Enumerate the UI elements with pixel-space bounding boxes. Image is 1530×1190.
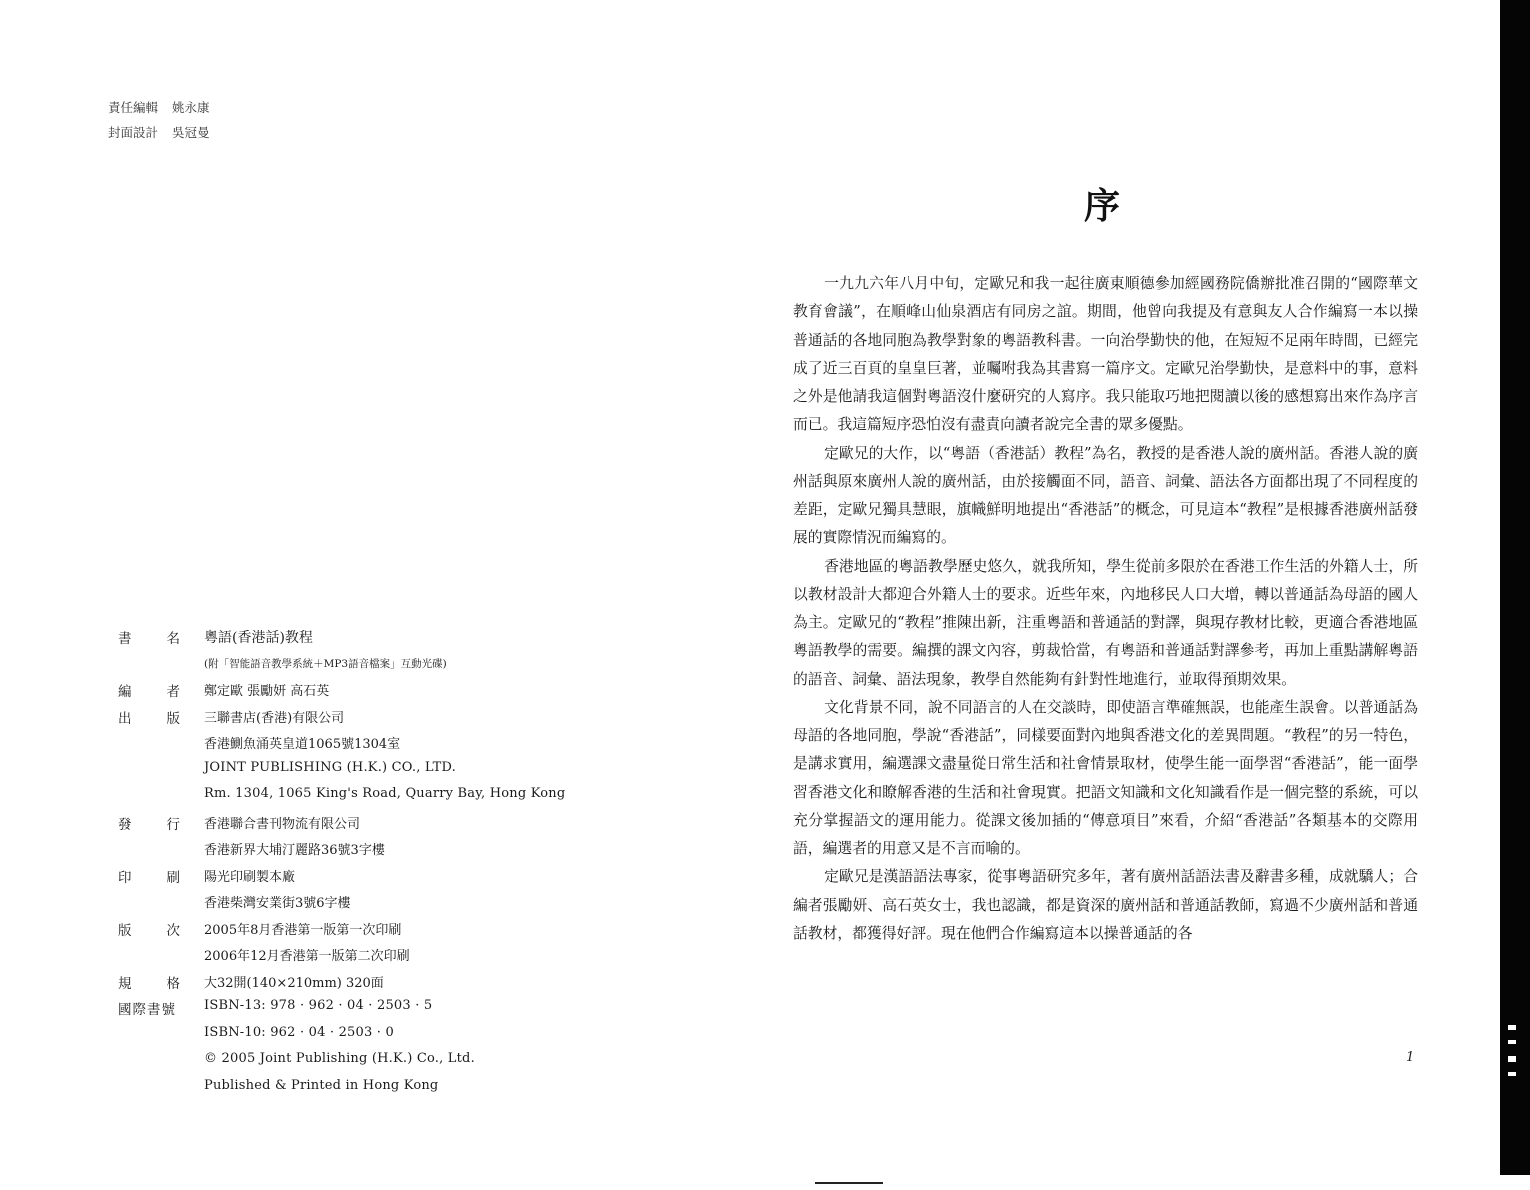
distributor-address: 香港新界大埔汀麗路36號3字樓: [204, 843, 385, 858]
credit-cover-design: [108, 120, 210, 145]
colophon-label-char: 印: [118, 869, 132, 886]
distributor-name: 香港聯合書刊物流有限公司: [204, 816, 361, 832]
colophon-row-publisher-en: [118, 757, 598, 784]
scan-edge-nick: [1508, 1040, 1516, 1044]
printed-in-notice: Published & Printed in Hong Kong: [204, 1077, 439, 1093]
colophon-label-char: 出: [118, 710, 132, 727]
preface-paragraph: 香港地區的粵語教學歷史悠久，就我所知，學生從前多限於在香港工作生活的外籍人士，所以教材設計大都迎合外籍人士的要求。近些年來，內地移民人口大增，轉以普通話為母語的國人為主。定歐兄的“教程”推陳出新，注重粵語和普通話的對譯，與現存教材比較，更適合香港地區粵語教學的需要。編撰的課文內容，剪裁恰當，有粵語和普通話對譯參考，再加上重點講解粵語的語音、詞彙、語法現象，教學自然能夠有針對性地進行，並取得預期效果。: [793, 557, 1418, 688]
printer-address: 香港柴灣安業街3號6字樓: [204, 896, 351, 911]
colophon-label-char: 發: [118, 816, 132, 833]
colophon-row-format: [118, 969, 598, 996]
preface-body: [793, 270, 1418, 948]
colophon-label: [118, 707, 180, 727]
scan-edge-nick: [1508, 1072, 1516, 1076]
credit-name: 吳冠曼: [172, 125, 210, 140]
colophon-label-char: 行: [166, 816, 180, 833]
preface-paragraph: 文化背景不同，說不同語言的人在交談時，即使語言準確無誤，也能產生誤會。以普通話為母語的各地同胞，學說“香港話”，同樣要面對內地與香港文化的差異問題。“教程”的另一特色，是講求實用，編選課文盡量從日常生活和社會情景取材，使學生能一面學習“香港話”，能一面學習香港文化和瞭解香港的生活和社會現實。把語文知識和文化知識看作是一個完整的系統，可以充分掌握語文的運用能力。從課文後加插的“傳意項目”來看，介紹“香港話”各類基本的交際用語，編選者的用意又是不言而喻的。: [793, 698, 1418, 857]
colophon-label-char: 版: [166, 710, 180, 727]
colophon-row-title-note: [118, 651, 598, 678]
colophon-label-char: 編: [118, 684, 132, 700]
book-authors: 鄭定歐 張勵妍 高石英: [204, 684, 330, 699]
book-title: 粵語(香港話)教程: [204, 630, 313, 646]
colophon-row-publisher-address: [118, 730, 598, 757]
credit-role: 封面設計: [108, 125, 159, 140]
colophon: [118, 624, 598, 1101]
edition-second: 2006年12月香港第一版第二次印刷: [204, 949, 410, 964]
credit-role: 責任編輯: [108, 100, 159, 115]
publisher-address-en: Rm. 1304, 1065 King's Road, Quarry Bay, Hong Kong: [204, 786, 566, 801]
colophon-label-char: 刷: [166, 869, 180, 886]
colophon-label: [118, 813, 180, 833]
colophon-row-copyright: [118, 1048, 598, 1075]
publisher-address: 香港鰂魚涌英皇道1065號1304室: [204, 737, 401, 752]
colophon-label: [118, 680, 180, 700]
colophon-label-char: 格: [166, 975, 180, 992]
colophon-row-authors: [118, 677, 598, 704]
edition-first: 2005年8月香港第一版第一次印刷: [204, 922, 402, 938]
colophon-label: [118, 919, 180, 939]
colophon-label: [118, 972, 180, 992]
colophon-label-char: 次: [166, 922, 180, 939]
preface-paragraph: 定歐兄的大作，以“粵語（香港話）教程”為名，教授的是香港人說的廣州話。香港人說的廣州話與原來廣州人說的廣州話，由於接觸面不同，語音、詞彙、語法各方面都出現了不同程度的差距，定歐兄獨具慧眼，旗幟鮮明地提出“香港話”的概念，可見這本“教程”是根據香港廣州話發展的實際情況而編寫的。: [793, 444, 1418, 547]
colophon-label-char: 書: [118, 631, 132, 647]
credit-name: 姚永康: [172, 100, 210, 115]
colophon-row-publisher-address-en: [118, 783, 598, 810]
colophon-row-edition: [118, 916, 598, 943]
bottom-scan-mark: [815, 1182, 883, 1184]
colophon-label: [118, 627, 180, 647]
book-title-note: (附「智能語音教學系統＋MP3語音檔案」互動光碟): [204, 657, 447, 670]
credit-editor: [108, 95, 210, 120]
copyright-notice: © 2005 Joint Publishing (H.K.) Co., Ltd.: [204, 1051, 475, 1066]
colophon-row-printer: [118, 863, 598, 890]
scan-edge-bar: [1500, 0, 1530, 1175]
colophon-row-edition-second: [118, 942, 598, 969]
colophon-row-publisher: [118, 704, 598, 731]
preface-paragraph: 定歐兄是漢語語法專家，從事粵語研究多年，著有廣州話語法書及辭書多種，成就驕人；合編者張勵妍、高石英女士，我也認識，都是資深的廣州話和普通話教師，寫過不少廣州話和普通話教材，都獲得好評。現在他們合作編寫這本以操普通話的各: [793, 868, 1418, 942]
publisher-name-en: JOINT PUBLISHING (H.K.) CO., LTD.: [204, 759, 457, 775]
colophon-row-title: [118, 624, 598, 651]
colophon-label-char: 版: [118, 922, 132, 939]
preface-paragraph: 一九九六年八月中旬，定歐兄和我一起往廣東順德參加經國務院僑辦批准召開的“國際華文教育會議”，在順峰山仙泉酒店有同房之誼。期間，他曾向我提及有意與友人合作編寫一本以操普通話的各地同胞為教學對象的粵語教科書。一向治學勤快的他，在短短不足兩年時間，已經完成了近三百頁的皇皇巨著，並囑咐我為其書寫一篇序文。定歐兄治學勤快，是意料中的事，意料之外是他請我這個對粵語沒什麼研究的人寫序。我只能取巧地把閱讀以後的感想寫出來作為序言而已。我這篇短序恐怕沒有盡責向讀者說完全書的眾多優點。: [793, 275, 1418, 434]
editorial-credits: [108, 95, 210, 145]
colophon-label: 國際書號: [118, 1002, 176, 1018]
colophon-label-char: 名: [166, 631, 180, 647]
colophon-label: [118, 866, 180, 886]
printer-name: 陽光印刷製本廠: [204, 869, 296, 885]
book-format: 大32開(140×210mm) 320面: [204, 975, 384, 991]
isbn-13: ISBN-13: 978 · 962 · 04 · 2503 · 5: [204, 998, 433, 1013]
page-number: 1: [1406, 1050, 1415, 1065]
colophon-row-distributor-address: [118, 836, 598, 863]
colophon-row-isbn: [118, 995, 598, 1022]
colophon-row-printer-address: [118, 889, 598, 916]
scan-edge-nick: [1508, 1056, 1516, 1062]
isbn-10: ISBN-10: 962 · 04 · 2503 · 0: [204, 1024, 394, 1040]
colophon-row-distributor: [118, 810, 598, 837]
colophon-label-char: 者: [166, 684, 180, 700]
colophon-label-char: 規: [118, 975, 132, 992]
publisher-name: 三聯書店(香港)有限公司: [204, 710, 345, 726]
scan-edge-nick: [1508, 1025, 1516, 1030]
colophon-row-printed-in: [118, 1075, 598, 1102]
preface-heading: 序: [1084, 185, 1121, 227]
colophon-row-isbn-10: [118, 1022, 598, 1049]
